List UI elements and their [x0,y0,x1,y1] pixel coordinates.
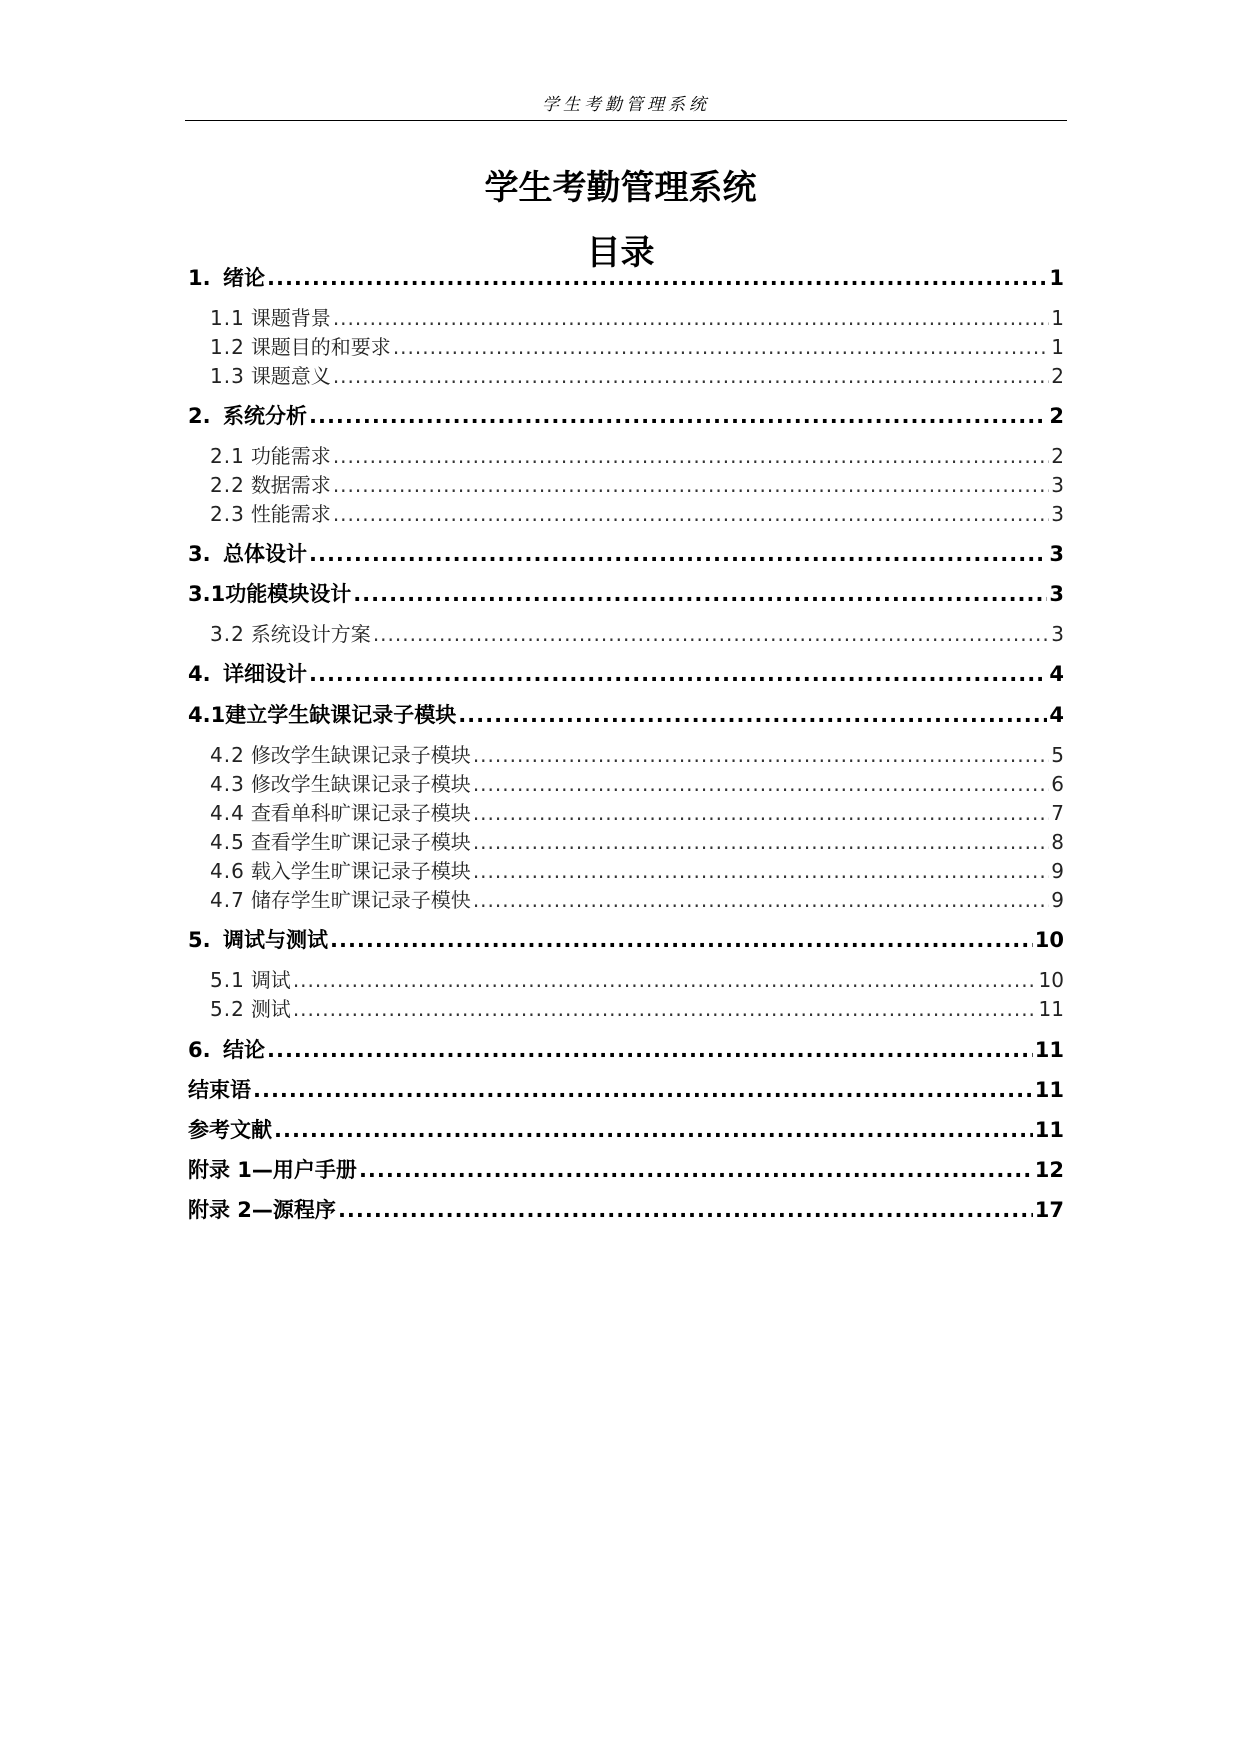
toc-entry-page: 11 [1034,1038,1064,1062]
toc-dot-leader [393,332,1049,362]
toc-dot-leader [333,470,1049,500]
toc-entry[interactable] [210,994,1064,1024]
toc-entry-text: 调试与测试 [223,928,328,952]
toc-entry-page: 7 [1051,801,1064,825]
toc-entry[interactable] [210,827,1064,857]
toc-entry-number: 4.3 [210,772,245,796]
toc-entry-number: 2. [188,404,211,428]
toc-entry-number: 1.2 [210,335,245,359]
toc-entry[interactable] [188,925,1064,955]
document-title: 学生考勤管理系统 [484,168,757,208]
toc-entry[interactable] [188,401,1064,431]
toc-entry-number: 4.5 [210,830,245,854]
toc-entry[interactable] [188,263,1064,293]
toc-entry-number: 3.2 [210,622,245,646]
toc-dot-leader [333,441,1049,471]
toc-entry-number: 4.6 [210,859,245,883]
toc-entry-text: 结束语 [188,1078,251,1102]
toc-entry-text: 查看学生旷课记录子模块 [250,830,471,854]
toc-entry[interactable] [210,619,1064,649]
toc-entry-text: 测试 [250,997,291,1021]
toc-entry-text: 课题目的和要求 [250,335,391,359]
toc-entry[interactable] [188,1115,1064,1145]
toc-dot-leader [473,740,1049,770]
toc-dot-leader [458,700,1047,730]
toc-entry-text: 性能需求 [250,502,331,526]
toc-entry-page: 10 [1038,968,1064,992]
toc-entry-page: 1 [1051,306,1064,330]
toc-entry[interactable] [210,740,1064,770]
toc-dot-leader [274,1115,1033,1145]
toc-entry-text: 建立学生缺课记录子模块 [225,703,457,727]
toc-entry-page: 1 [1051,335,1064,359]
toc-dot-leader [267,1035,1033,1065]
toc-entry-text: 附录 1—用户手册 [188,1158,357,1182]
toc-entry-number: 2.1 [210,444,245,468]
toc-dot-leader [309,401,1047,431]
toc-dot-leader [330,925,1033,955]
toc-entry-page: 17 [1034,1198,1064,1222]
toc-entry-number: 3. [188,542,211,566]
toc-entry-page: 3 [1051,502,1064,526]
toc-dot-leader [333,361,1049,391]
toc-entry[interactable] [188,579,1064,609]
toc-entry-page: 11 [1038,997,1064,1021]
running-header [185,90,1067,121]
running-header-title: 学生考勤管理系统 [542,95,710,115]
toc-entry-page: 3 [1049,542,1064,566]
toc-dot-leader [293,994,1037,1024]
toc-entry-text: 课题意义 [250,364,331,388]
toc-dot-leader [253,1075,1033,1105]
toc-entry-text: 参考文献 [188,1118,272,1142]
toc-entry-page: 5 [1051,743,1064,767]
toc-entry-page: 2 [1051,444,1064,468]
toc-entry-page: 6 [1051,772,1064,796]
toc-entry[interactable] [188,659,1064,689]
toc-entry-text: 结论 [223,1038,265,1062]
toc-dot-leader [373,619,1049,649]
toc-entry-page: 12 [1034,1158,1064,1182]
toc-entry-number: 1.1 [210,306,245,330]
toc-entry[interactable] [210,303,1064,333]
toc-dot-leader [473,827,1049,857]
toc-entry-number: 2.2 [210,473,245,497]
toc-dot-leader [309,659,1047,689]
toc-entry-page: 11 [1034,1118,1064,1142]
toc-entry[interactable] [188,1155,1064,1185]
toc-dot-leader [267,263,1047,293]
toc-entry-text: 载入学生旷课记录子模块 [250,859,471,883]
toc-entry-page: 4 [1049,703,1064,727]
toc-entry-page: 2 [1051,364,1064,388]
toc-entry-number: 6. [188,1038,211,1062]
toc-entry[interactable] [210,769,1064,799]
toc-entry-text: 详细设计 [223,662,307,686]
toc-dot-leader [353,579,1047,609]
toc-dot-leader [338,1195,1033,1225]
toc-entry-text: 调试 [250,968,291,992]
toc-entry-text: 系统设计方案 [250,622,371,646]
toc-entry-text: 系统分析 [223,404,307,428]
toc-entry-page: 9 [1051,888,1064,912]
toc-entry-text: 功能需求 [250,444,331,468]
toc-entry-page: 4 [1049,662,1064,686]
toc-entry-text: 总体设计 [223,542,307,566]
toc-entry-text: 数据需求 [250,473,331,497]
toc-entry-page: 3 [1051,473,1064,497]
toc-entry-text: 查看单科旷课记录子模块 [250,801,471,825]
toc-entry[interactable] [210,332,1064,362]
toc-entry[interactable] [210,361,1064,391]
toc-entry-text: 课题背景 [250,306,331,330]
toc-dot-leader [309,539,1047,569]
toc-dot-leader [359,1155,1033,1185]
toc-title: 目录 [586,233,655,273]
toc-entry-page: 9 [1051,859,1064,883]
toc-entry[interactable] [210,441,1064,471]
toc-entry[interactable] [188,1075,1064,1105]
toc-entry-number: 4.2 [210,743,245,767]
toc-entry-number: 5.1 [210,968,245,992]
toc-entry[interactable] [210,798,1064,828]
toc-dot-leader [473,885,1049,915]
toc-entry[interactable] [188,1195,1064,1225]
toc-entry-text: 储存学生旷课记录子模快 [250,888,471,912]
toc-dot-leader [333,303,1049,333]
toc-entry[interactable] [210,499,1064,529]
toc-entry-number: 4.1 [188,703,226,727]
toc-entry-page: 3 [1049,582,1064,606]
toc-dot-leader [473,769,1049,799]
toc-entry[interactable] [210,470,1064,500]
toc-dot-leader [473,798,1049,828]
toc-entry-text: 修改学生缺课记录子模块 [250,743,471,767]
toc-entry[interactable] [188,539,1064,569]
toc-entry-number: 5. [188,928,211,952]
toc-entry-number: 1.3 [210,364,245,388]
toc-entry[interactable] [210,856,1064,886]
toc-entry-number: 2.3 [210,502,245,526]
toc-entry[interactable] [210,965,1064,995]
toc-entry-text: 功能模块设计 [225,582,352,606]
toc-entry[interactable] [188,1035,1064,1065]
toc-entry-number: 3.1 [188,582,226,606]
toc-entry-page: 11 [1034,1078,1064,1102]
toc-dot-leader [293,965,1037,995]
toc-entry[interactable] [188,700,1064,730]
toc-entry-number: 5.2 [210,997,245,1021]
toc-entry-page: 3 [1051,622,1064,646]
toc-dot-leader [473,856,1049,886]
toc-entry-number: 4.7 [210,888,245,912]
toc-entry-page: 10 [1034,928,1064,952]
toc-entry-number: 1. [188,266,211,290]
toc-entry-page: 1 [1049,266,1064,290]
toc-entry-page: 2 [1049,404,1064,428]
toc-entry-page: 8 [1051,830,1064,854]
toc-entry-text: 绪论 [223,266,265,290]
toc-entry-text: 附录 2—源程序 [188,1198,336,1222]
toc-entry-number: 4. [188,662,211,686]
toc-entry-number: 4.4 [210,801,245,825]
toc-entry[interactable] [210,885,1064,915]
toc-entry-text: 修改学生缺课记录子模块 [250,772,471,796]
toc-dot-leader [333,499,1049,529]
